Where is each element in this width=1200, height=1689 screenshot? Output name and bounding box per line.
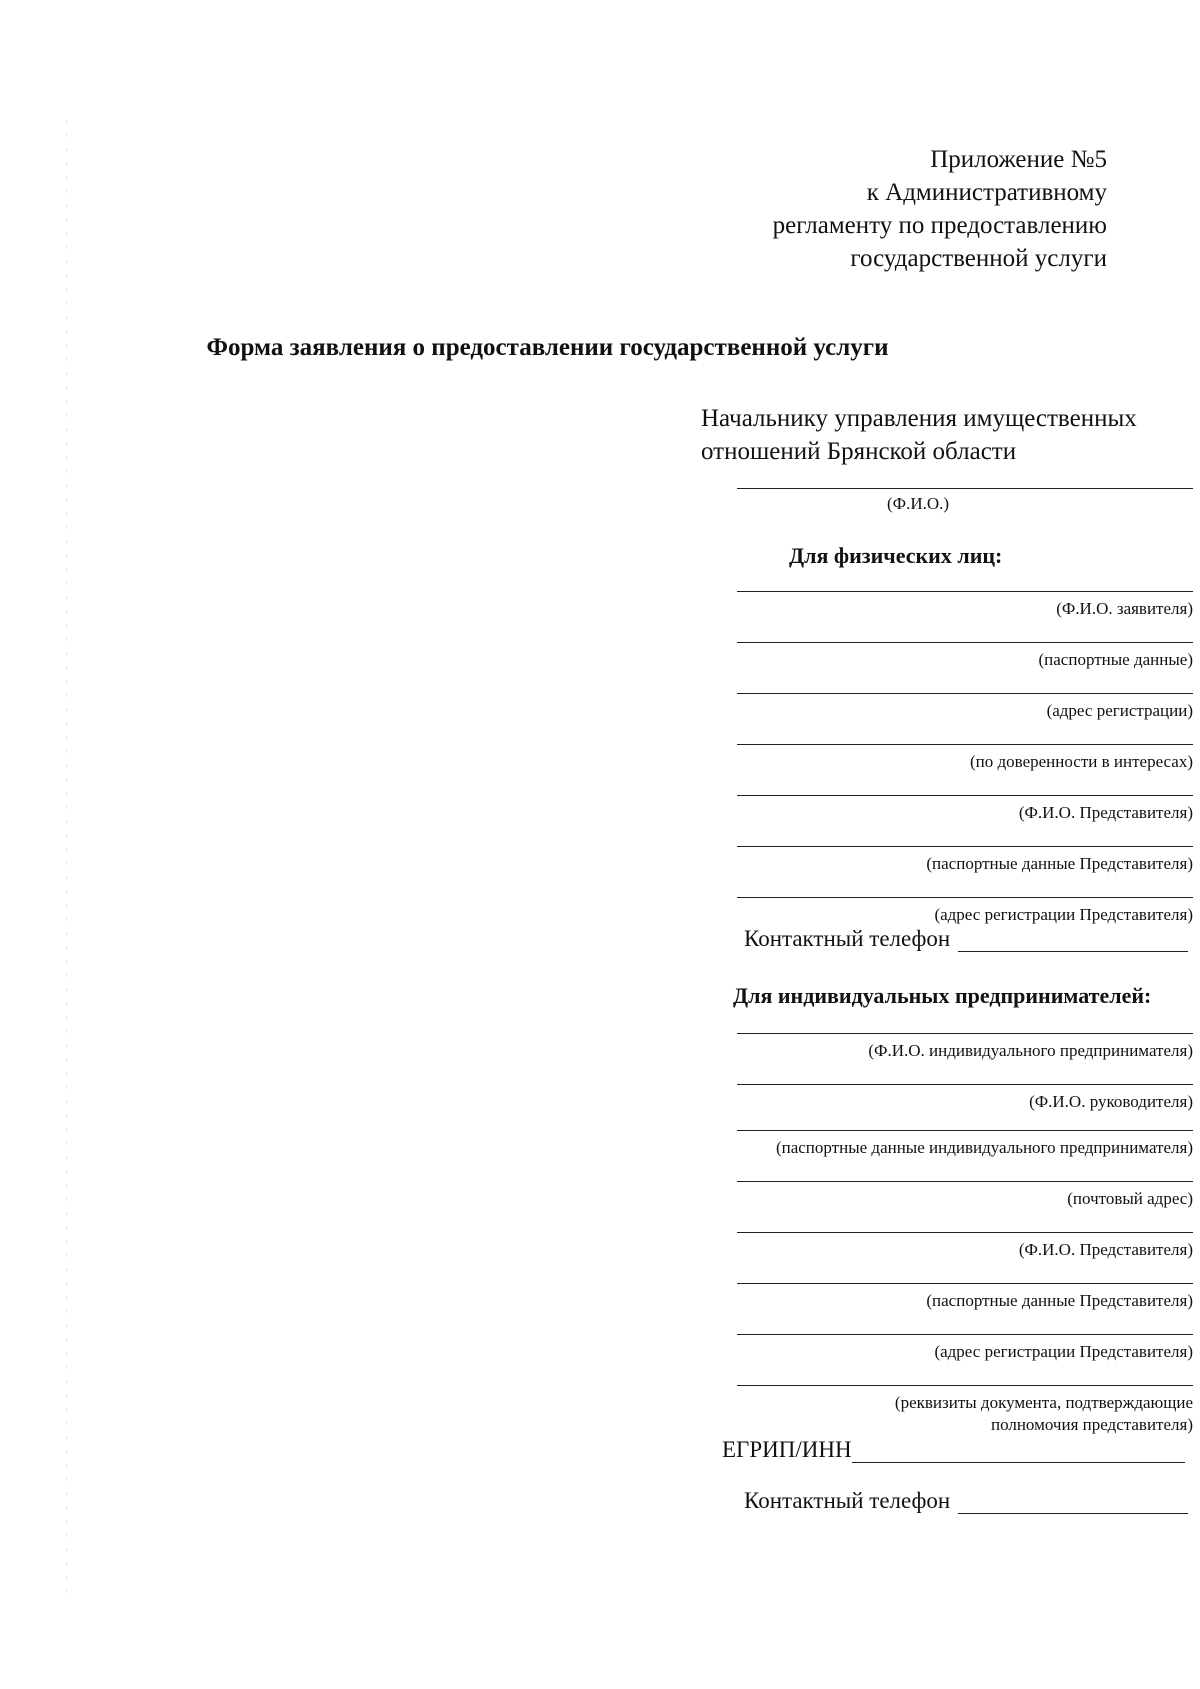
annex-header	[773, 143, 1107, 275]
individuals-field	[737, 642, 1193, 671]
entrepreneurs-field-line[interactable]	[737, 1084, 1193, 1085]
individuals-field	[737, 795, 1193, 824]
annex-line-1: Приложение №5	[930, 146, 1107, 173]
addressee-line-2: отношений Брянской области	[701, 438, 1017, 465]
form-title	[0, 334, 1200, 362]
addressee-line-1: Начальнику управления имущественных	[701, 405, 1137, 432]
individuals-field	[737, 744, 1193, 773]
individuals-field-line[interactable]	[737, 846, 1193, 847]
addressee-fio-line[interactable]	[737, 488, 1193, 489]
individuals-field	[737, 897, 1193, 926]
individuals-field-caption: (паспортные данные)	[1038, 650, 1193, 669]
entrepreneurs-field-line[interactable]	[737, 1334, 1193, 1335]
individuals-field	[737, 846, 1193, 875]
entrepreneurs-field-line[interactable]	[737, 1130, 1193, 1131]
egrip-label: ЕГРИП/ИНН	[722, 1437, 852, 1462]
entrepreneurs-field-caption: (паспортные данные индивидуального предпринимателя)	[775, 1138, 1193, 1157]
individuals-field-caption: (адрес регистрации Представителя)	[934, 905, 1193, 924]
entrepreneurs-field-caption: (паспортные данные Представителя)	[926, 1291, 1193, 1310]
egrip-row	[722, 1437, 1185, 1463]
entrepreneurs-authority-caption-2: полномочия представителя)	[990, 1415, 1193, 1434]
individuals-field-line[interactable]	[737, 795, 1193, 796]
individuals-phone-input-line[interactable]	[958, 929, 1188, 952]
entrepreneurs-field-caption: (Ф.И.О. руководителя)	[1029, 1092, 1193, 1111]
individuals-field	[737, 591, 1193, 620]
individuals-heading: Для физических лиц:	[789, 543, 1003, 568]
addressee-block	[701, 402, 1137, 468]
entrepreneurs-field-caption: (Ф.И.О. индивидуального предпринимателя)	[868, 1041, 1193, 1060]
individuals-field-line[interactable]	[737, 693, 1193, 694]
entrepreneurs-field	[737, 1283, 1193, 1312]
entrepreneurs-phone-label: Контактный телефон	[744, 1488, 951, 1513]
form-title-text: Форма заявления о предоставлении государственной услуги	[206, 334, 889, 361]
individuals-field-caption: (Ф.И.О. заявителя)	[1056, 599, 1193, 618]
individuals-field-line[interactable]	[737, 591, 1193, 592]
individuals-field-caption: (по доверенности в интересах)	[970, 752, 1193, 771]
individuals-field-line[interactable]	[737, 744, 1193, 745]
entrepreneurs-field	[737, 1181, 1193, 1210]
entrepreneurs-field-line[interactable]	[737, 1033, 1193, 1034]
annex-line-4: государственной услуги	[850, 245, 1107, 272]
entrepreneurs-authority-caption-1: (реквизиты документа, подтверждающие	[894, 1393, 1193, 1412]
entrepreneurs-phone-input-line[interactable]	[958, 1491, 1188, 1514]
entrepreneurs-field	[737, 1334, 1193, 1363]
entrepreneurs-field-caption: (почтовый адрес)	[1067, 1189, 1193, 1208]
egrip-input-line[interactable]	[852, 1440, 1185, 1463]
entrepreneurs-field	[737, 1084, 1193, 1113]
individuals-phone-label: Контактный телефон	[744, 926, 951, 951]
individuals-field	[737, 693, 1193, 722]
addressee-fio-field	[737, 488, 1193, 515]
individuals-phone-row	[744, 926, 1188, 952]
entrepreneurs-heading: Для индивидуальных предпринимателей:	[733, 983, 1152, 1008]
addressee-fio-caption: (Ф.И.О.)	[887, 494, 950, 513]
individuals-field-caption: (Ф.И.О. Представителя)	[1018, 803, 1193, 822]
entrepreneurs-authority-field	[737, 1385, 1193, 1436]
entrepreneurs-field	[700, 1130, 1193, 1159]
entrepreneurs-field-line[interactable]	[737, 1232, 1193, 1233]
entrepreneurs-authority-line[interactable]	[737, 1385, 1193, 1386]
entrepreneurs-field	[737, 1232, 1193, 1261]
annex-line-2: к Административному	[866, 179, 1107, 206]
individuals-field-caption: (паспортные данные Представителя)	[926, 854, 1193, 873]
annex-line-3: регламенту по предоставлению	[772, 212, 1107, 239]
entrepreneurs-field-caption: (Ф.И.О. Представителя)	[1018, 1240, 1193, 1259]
entrepreneurs-field-line[interactable]	[737, 1283, 1193, 1284]
entrepreneurs-field	[737, 1033, 1193, 1062]
entrepreneurs-field-line[interactable]	[737, 1181, 1193, 1182]
individuals-field-line[interactable]	[737, 642, 1193, 643]
entrepreneurs-phone-row	[744, 1488, 1188, 1514]
entrepreneurs-field-caption: (адрес регистрации Представителя)	[934, 1342, 1193, 1361]
individuals-field-line[interactable]	[737, 897, 1193, 898]
individuals-field-caption: (адрес регистрации)	[1046, 701, 1193, 720]
